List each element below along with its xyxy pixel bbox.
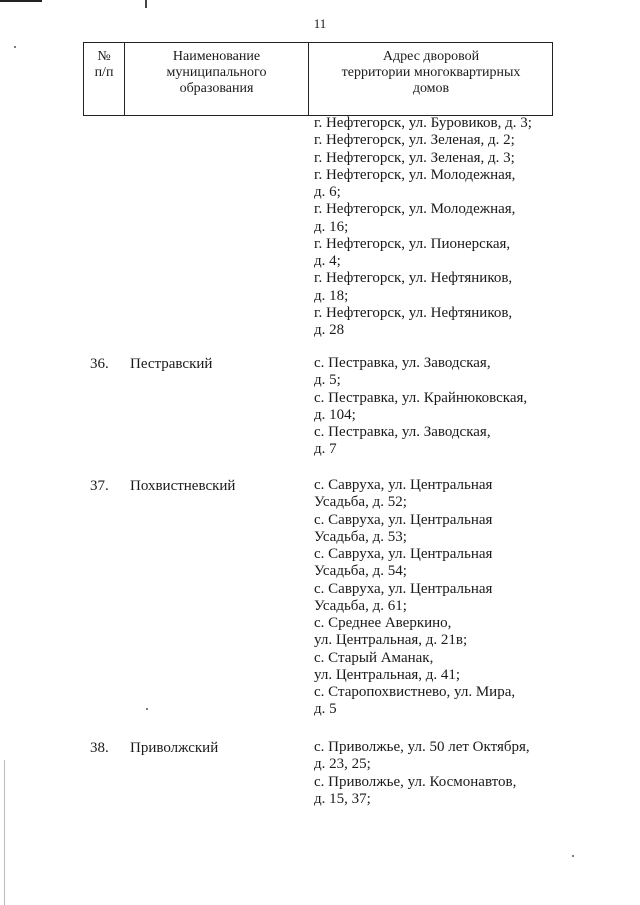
header-number-symbol: №	[97, 49, 111, 64]
address-line: с. Пестравка, ул. Заводская,	[314, 355, 491, 371]
address-line: д. 104;	[314, 406, 356, 423]
address-line: г. Нефтегорск, ул. Нефтяников,	[314, 304, 513, 321]
address-line: д. 15, 37;	[314, 790, 371, 807]
address-line: г. Нефтегорск, ул. Буровиков, д. 3;	[314, 115, 532, 131]
address-line: д. 7	[314, 441, 337, 458]
header-line: Наименование	[172, 49, 261, 64]
municipality-name: Пестравский	[130, 356, 213, 372]
address-line: г. Нефтегорск, ул. Пионерская,	[314, 235, 511, 252]
address-line: д. 28	[314, 322, 345, 338]
address-line: д. 23, 25;	[314, 756, 371, 773]
scan-mark-tick	[145, 0, 147, 8]
page-number: 11	[313, 16, 327, 31]
address-line: Усадьба, д. 54;	[314, 563, 407, 580]
header-line: Адрес дворовой	[382, 49, 480, 64]
header-number	[84, 49, 124, 81]
row-number: 38.	[90, 740, 109, 756]
address-list	[314, 355, 554, 459]
municipality-name: Приволжский	[130, 740, 219, 756]
scan-margin-shadow	[4, 760, 5, 905]
address-line: с. Савруха, ул. Центральная	[314, 511, 493, 528]
scan-mark-line	[0, 0, 42, 2]
scan-speck	[146, 708, 148, 710]
address-line: с. Приволжье, ул. 50 лет Октября,	[314, 739, 530, 755]
row-number: 37.	[90, 478, 109, 494]
address-line: г. Нефтегорск, ул. Зеленая, д. 3;	[314, 149, 515, 166]
address-list	[314, 739, 554, 808]
address-line: г. Нефтегорск, ул. Молодежная,	[314, 166, 516, 183]
address-line: Усадьба, д. 52;	[314, 494, 407, 511]
scan-speck	[14, 46, 16, 48]
header-number-abbr: п/п	[94, 65, 114, 80]
address-line: д. 6;	[314, 184, 341, 200]
address-line: г. Нефтегорск, ул. Зеленая, д. 2;	[314, 132, 515, 149]
address-line: д. 16;	[314, 218, 349, 235]
header-line: образования	[179, 81, 254, 96]
row-number: 36.	[90, 356, 109, 372]
address-line: д. 5;	[314, 372, 341, 389]
header-line: муниципального	[166, 65, 267, 80]
header-address	[309, 49, 553, 97]
address-line: с. Савруха, ул. Центральная	[314, 546, 493, 562]
address-line: г. Нефтегорск, ул. Нефтяников,	[314, 270, 513, 287]
address-line: Усадьба, д. 53;	[314, 528, 407, 545]
address-line: Усадьба, д. 61;	[314, 597, 407, 614]
address-line: ул. Центральная, д. 21в;	[314, 632, 468, 649]
header-line: территории многоквартирных	[341, 65, 521, 80]
municipality-name: Похвистневский	[130, 478, 236, 494]
address-list	[314, 115, 554, 339]
address-line: с. Старый Аманак,	[314, 649, 434, 666]
address-line: с. Среднее Аверкино,	[314, 615, 452, 631]
address-list	[314, 477, 554, 719]
address-line: с. Савруха, ул. Центральная	[314, 477, 493, 493]
address-line: с. Пестравка, ул. Заводская,	[314, 424, 491, 440]
address-line: г. Нефтегорск, ул. Молодежная,	[314, 201, 516, 218]
scan-speck	[572, 855, 574, 857]
address-line: с. Пестравка, ул. Крайнюковская,	[314, 389, 528, 406]
address-line: д. 18;	[314, 287, 349, 304]
address-line: с. Савруха, ул. Центральная	[314, 580, 493, 597]
address-line: ул. Центральная, д. 41;	[314, 666, 461, 683]
address-line: с. Старопохвистнево, ул. Мира,	[314, 684, 516, 700]
address-line: д. 5	[314, 701, 337, 718]
address-line: с. Приволжье, ул. Космонавтов,	[314, 773, 517, 790]
address-line: д. 4;	[314, 253, 341, 269]
table-header	[83, 42, 553, 116]
header-municipality	[125, 49, 308, 97]
header-line: домов	[412, 81, 450, 96]
